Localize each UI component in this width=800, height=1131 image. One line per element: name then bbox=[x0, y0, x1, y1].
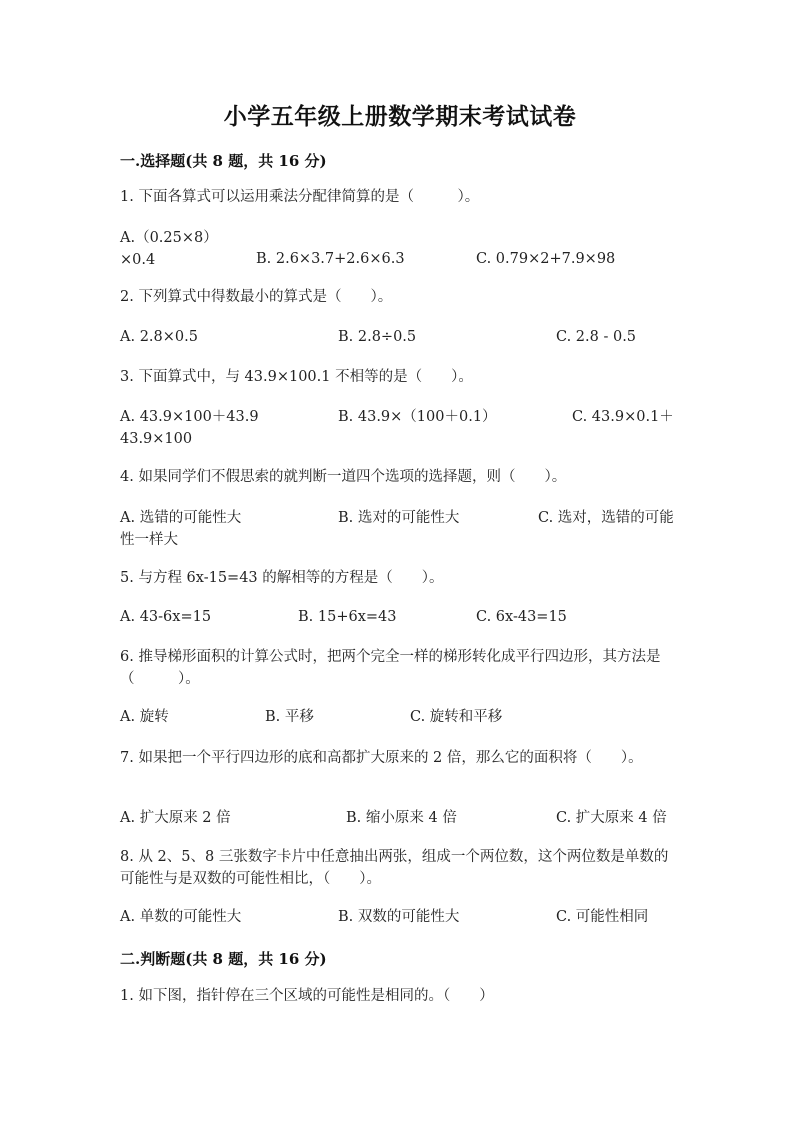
option-b: B. 2.8÷0.5 bbox=[338, 329, 417, 345]
section-heading-judgment: 二.判断题(共 8 题，共 16 分) bbox=[120, 950, 327, 968]
option-b: B. 选对的可能性大 bbox=[338, 510, 460, 526]
question-3: 3. 下面算式中，与 43.9×100.1 不相等的是（ ）。 bbox=[120, 369, 473, 385]
option-c: C. 6x-43=15 bbox=[476, 609, 567, 625]
option-a: A. 旋转 bbox=[120, 709, 169, 725]
question-8: 8. 从 2、5、8 三张数字卡片中任意抽出两张，组成一个两位数，这个两位数是单数的可能性与是双数的可能性相比，（ ）。 bbox=[120, 849, 669, 887]
option-b: B. 缩小原来 4 倍 bbox=[346, 810, 457, 826]
question-6: 6. 推导梯形面积的计算公式时，把两个完全一样的梯形转化成平行四边形，其方法是（ ）。 bbox=[120, 649, 661, 687]
option-a: A. 43.9×100＋43.9 bbox=[120, 409, 259, 425]
option-a: A. 选错的可能性大 bbox=[120, 510, 242, 526]
question-1: 1. 下面各算式可以运用乘法分配律简算的是（ ）。 bbox=[120, 189, 480, 205]
option-c: C. 扩大原来 4 倍 bbox=[556, 810, 667, 826]
options-question-4 bbox=[120, 507, 680, 557]
option-a: A. 扩大原来 2 倍 bbox=[120, 810, 231, 826]
option-c: C. 旋转和平移 bbox=[410, 709, 503, 725]
option-b: B. 2.6×3.7+2.6×6.3 bbox=[256, 251, 405, 267]
question-2: 2. 下列算式中得数最小的算式是（ ）。 bbox=[120, 289, 393, 305]
option-b: B. 双数的可能性大 bbox=[338, 909, 460, 925]
option-a: A. 单数的可能性大 bbox=[120, 909, 242, 925]
option-c: C. 43.9×0.1＋43.9×100 bbox=[120, 409, 674, 447]
option-c: C. 2.8 - 0.5 bbox=[556, 329, 637, 345]
option-c: C. 0.79×2+7.9×98 bbox=[476, 251, 616, 267]
judgment-question-1: 1. 如下图，指针停在三个区域的可能性是相同的。（ ） bbox=[120, 988, 494, 1004]
question-4: 4. 如果同学们不假思索的就判断一道四个选项的选择题，则（ ）。 bbox=[120, 469, 567, 485]
option-c: C. 可能性相同 bbox=[556, 909, 649, 925]
question-7: 7. 如果把一个平行四边形的底和高都扩大原来的 2 倍，那么它的面积将（ ）。 bbox=[120, 750, 643, 766]
option-b: B. 15+6x=43 bbox=[298, 609, 397, 625]
options-question-1 bbox=[120, 227, 680, 277]
options-question-3 bbox=[120, 406, 680, 456]
option-c: C. 选对，选错的可能性一样大 bbox=[120, 510, 674, 548]
page-title: 小学五年级上册数学期末考试试卷 bbox=[223, 103, 577, 130]
option-a: A.（0.25×8）×0.4 bbox=[120, 230, 218, 268]
section-heading-choice: 一.选择题(共 8 题，共 16 分) bbox=[120, 152, 327, 170]
question-5: 5. 与方程 6x-15=43 的解相等的方程是（ ）。 bbox=[120, 570, 444, 586]
option-b: B. 平移 bbox=[265, 709, 314, 725]
option-a: A. 43-6x=15 bbox=[120, 609, 212, 625]
option-a: A. 2.8×0.5 bbox=[120, 329, 198, 345]
option-b: B. 43.9×（100＋0.1） bbox=[338, 409, 497, 425]
